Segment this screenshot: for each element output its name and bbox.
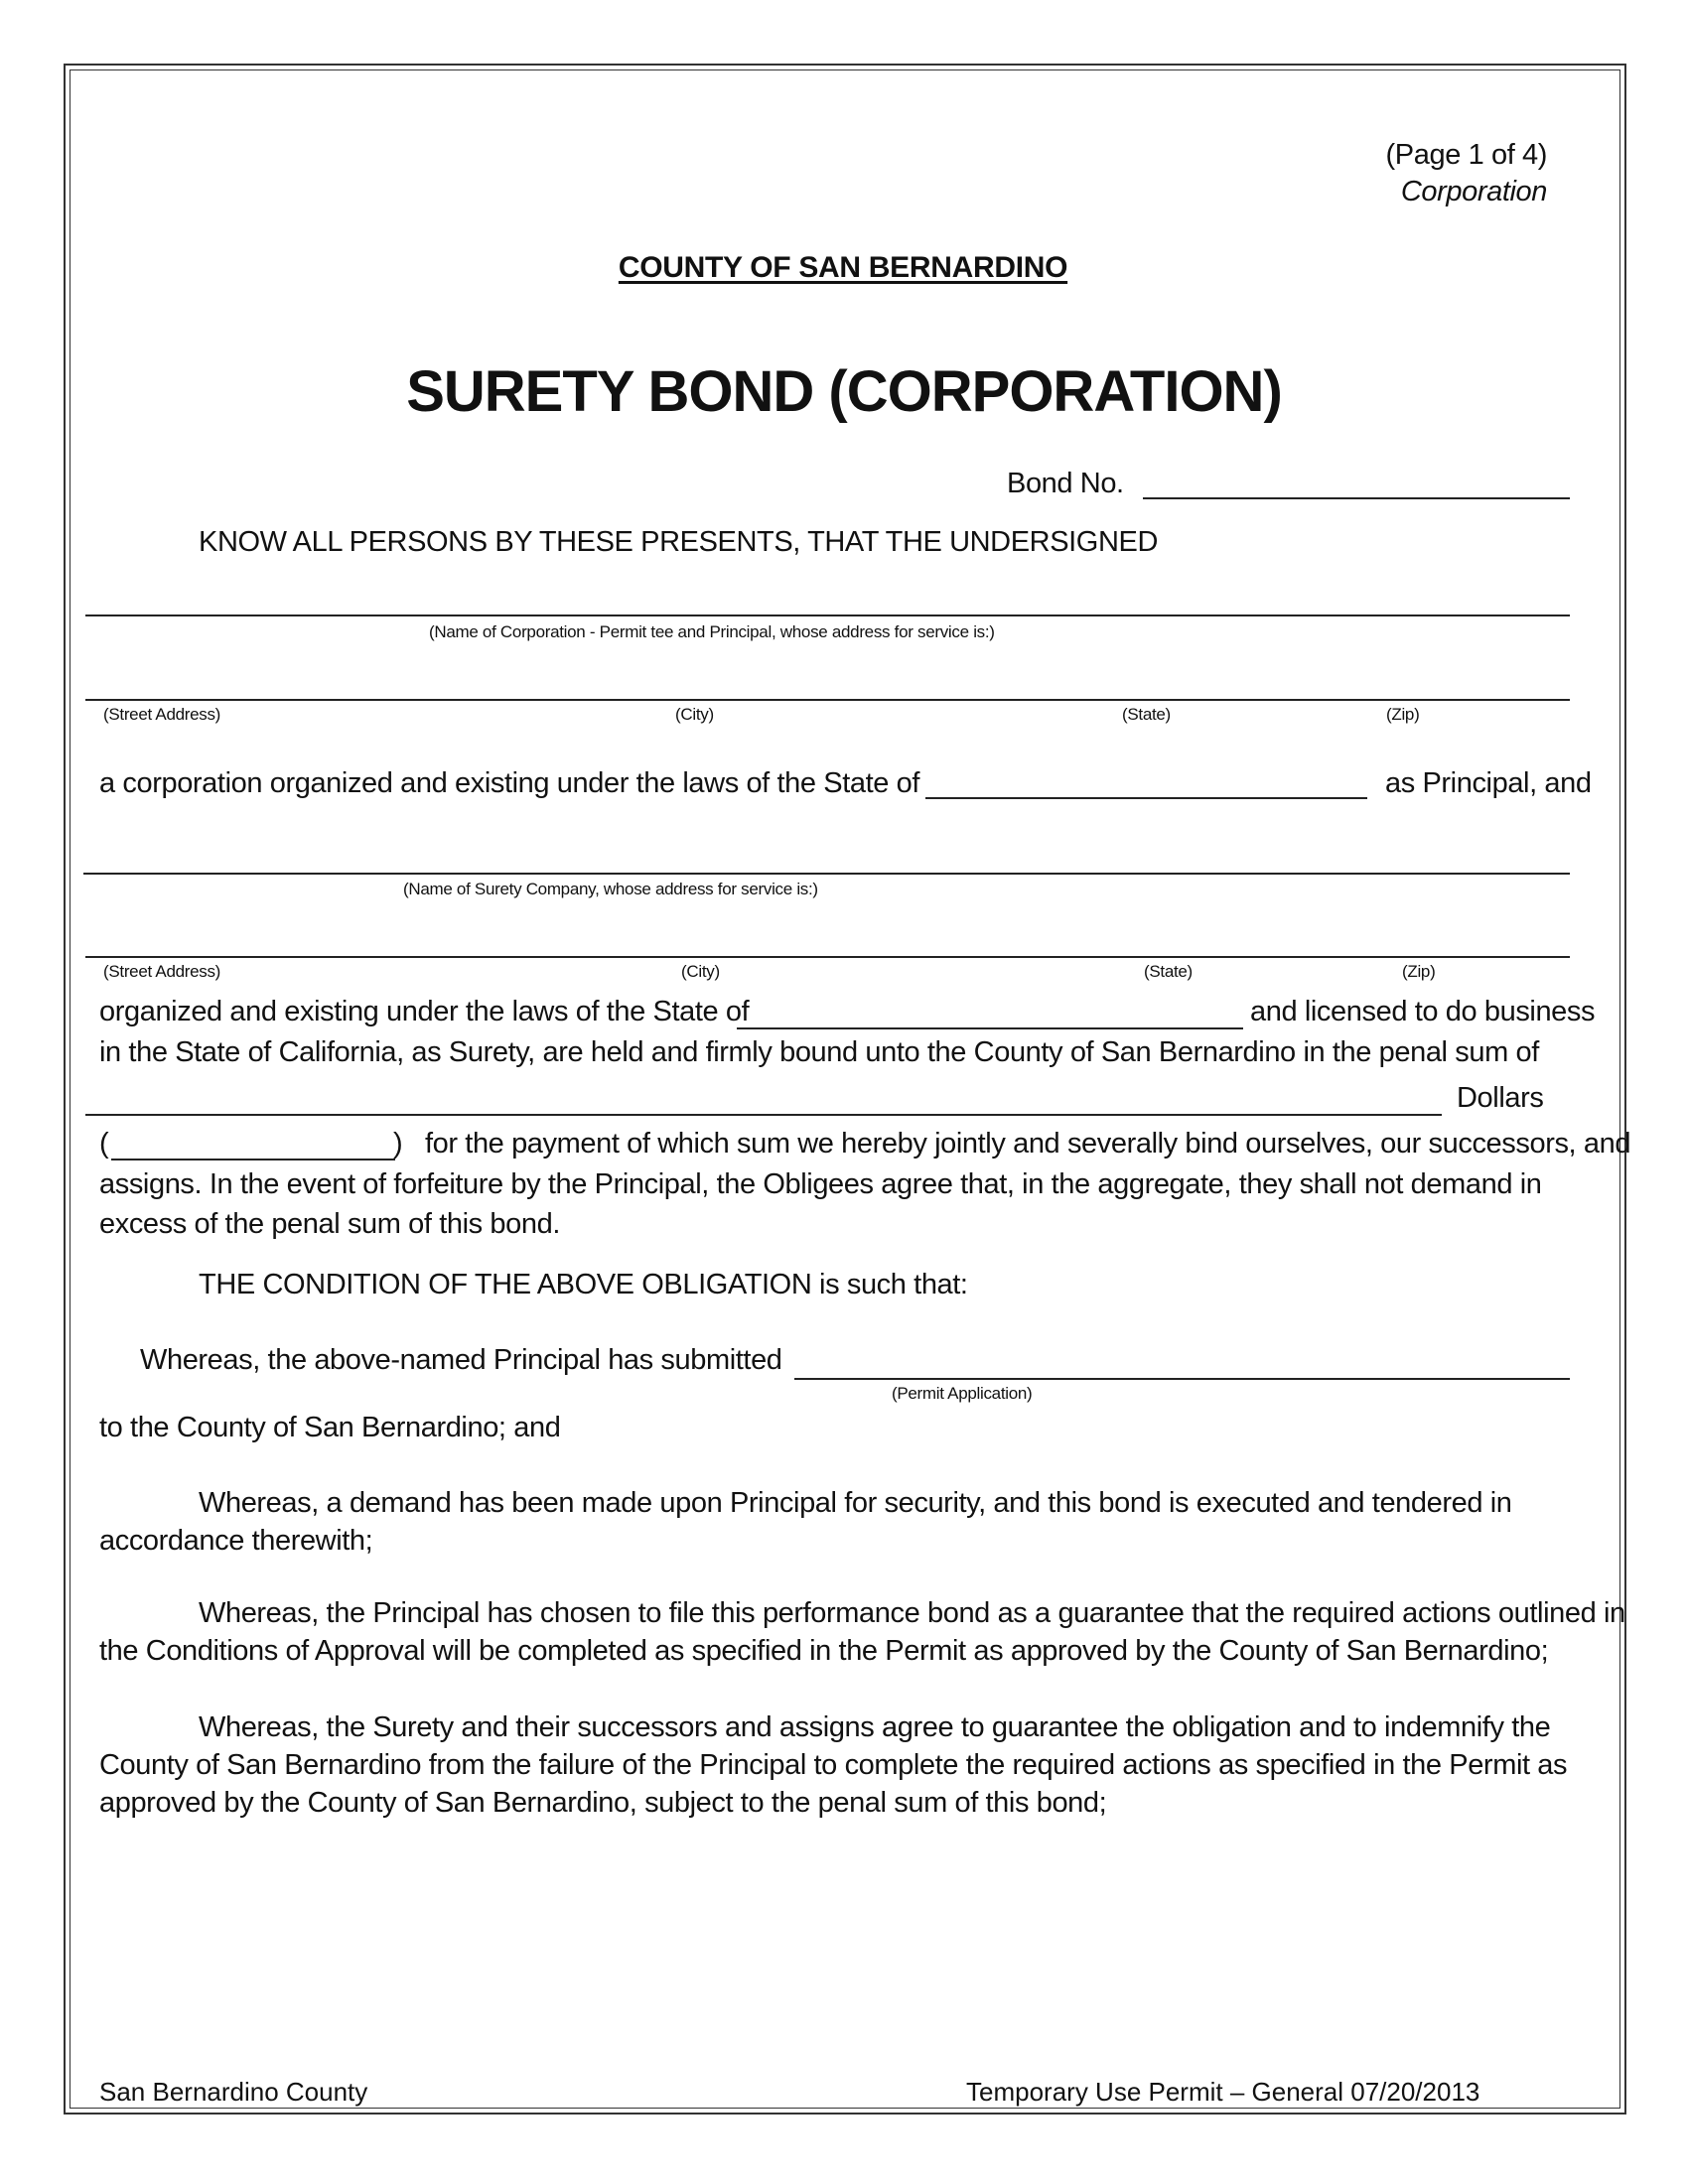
principal-city-caption: (City) (675, 705, 714, 724)
principal-address-field[interactable] (85, 699, 1570, 701)
document-title: SURETY BOND (CORPORATION) (406, 359, 1282, 424)
form-type: Corporation (1400, 176, 1547, 207)
dollars-label: Dollars (1457, 1082, 1544, 1114)
page-number: (Page 1 of 4) (1385, 139, 1547, 171)
whereas-demand-line: Whereas, a demand has been made upon Principal for security, and this bond is executed and tendered in (199, 1487, 1512, 1519)
principal-state-text: a corporation organized and existing under the laws of the State of (99, 767, 920, 799)
intro-text: KNOW ALL PERSONS BY THESE PRESENTS, THAT THE UNDERSIGNED (199, 526, 1158, 558)
surety-city-caption: (City) (681, 962, 720, 981)
surety-zip-caption: (Zip) (1402, 962, 1436, 981)
bond-number-field[interactable] (1143, 497, 1570, 499)
principal-role-text: as Principal, and (1385, 767, 1592, 799)
whereas-demand-line: accordance therewith; (99, 1525, 373, 1557)
penal-sum-limit-text: excess of the penal sum of this bond. (99, 1208, 560, 1240)
surety-state-caption: (State) (1144, 962, 1193, 981)
whereas-submitted-continuation: to the County of San Bernardino; and (99, 1412, 561, 1443)
surety-state-text: organized and existing under the laws of the State of (99, 996, 750, 1027)
penal-sum-text: in the State of California, as Surety, are held and firmly bound unto the County of San Bernardino in the penal sum of (99, 1036, 1539, 1068)
condition-heading: THE CONDITION OF THE ABOVE OBLIGATION is such that: (199, 1269, 968, 1300)
whereas-submitted-text: Whereas, the above-named Principal has submitted (140, 1344, 782, 1376)
surety-state-field[interactable] (737, 1027, 1243, 1029)
principal-state-field[interactable] (925, 797, 1367, 799)
footer-county: San Bernardino County (99, 2077, 368, 2107)
whereas-principal-line: the Conditions of Approval will be completed as specified in the Permit as approved by the County of San Bernardino; (99, 1635, 1549, 1667)
surety-address-field[interactable] (85, 956, 1570, 958)
county-heading: COUNTY OF SAN BERNARDINO (618, 251, 1068, 284)
penal-sum-words-field[interactable] (85, 1114, 1442, 1116)
principal-state-caption: (State) (1122, 705, 1171, 724)
whereas-surety-line: County of San Bernardino from the failure of the Principal to complete the required actions as specified in the Permit as (99, 1749, 1568, 1781)
principal-name-field[interactable] (85, 614, 1570, 616)
bind-clause-text: for the payment of which sum we hereby jointly and severally bind ourselves, our successors, and (425, 1128, 1631, 1160)
penal-sum-amount-field[interactable] (111, 1159, 395, 1160)
surety-name-field[interactable] (83, 873, 1570, 875)
principal-street-caption: (Street Address) (103, 705, 221, 724)
whereas-surety-line: approved by the County of San Bernardino, subject to the penal sum of this bond; (99, 1787, 1107, 1819)
amount-close-paren: ) (393, 1128, 403, 1160)
whereas-surety-line: Whereas, the Surety and their successors and assigns agree to guarantee the obligation and to indemnify the (199, 1711, 1551, 1743)
principal-name-caption: (Name of Corporation - Permit tee and Principal, whose address for service is:) (429, 622, 995, 641)
principal-zip-caption: (Zip) (1386, 705, 1420, 724)
footer-form-id: Temporary Use Permit – General 07/20/2013 (966, 2077, 1480, 2107)
whereas-principal-line: Whereas, the Principal has chosen to file this performance bond as a guarantee that the required actions outlined in (199, 1597, 1625, 1629)
forfeiture-text: assigns. In the event of forfeiture by the Principal, the Obligees agree that, in the aggregate, they shall not demand in (99, 1168, 1542, 1200)
permit-application-field[interactable] (794, 1378, 1570, 1380)
surety-name-caption: (Name of Surety Company, whose address for service is:) (403, 880, 818, 898)
bond-number-label: Bond No. (1007, 468, 1124, 499)
amount-open-paren: ( (99, 1128, 109, 1160)
surety-street-caption: (Street Address) (103, 962, 221, 981)
permit-application-caption: (Permit Application) (892, 1384, 1033, 1403)
surety-license-text: and licensed to do business (1250, 996, 1596, 1027)
